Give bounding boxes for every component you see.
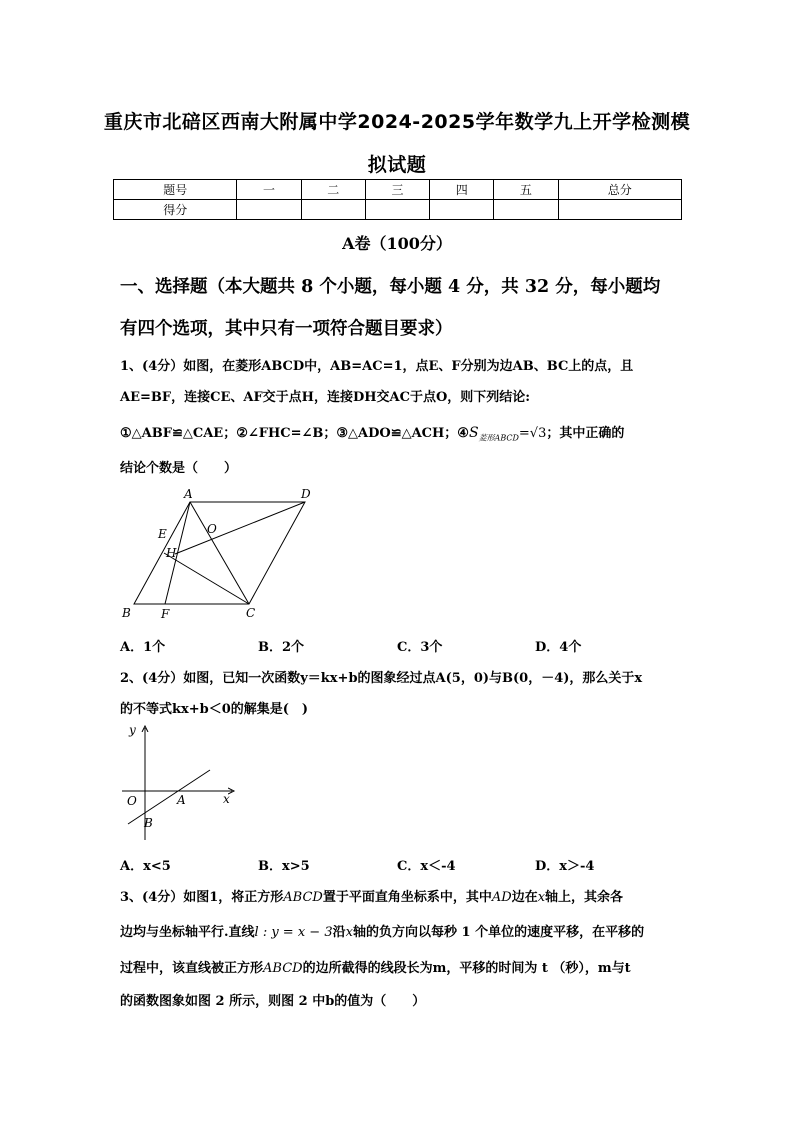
q1-area-subscript: 菱形ABCD [478,433,519,443]
q3-text: 过程中，该直线被正方形 [120,961,264,976]
q3-line-equation: l : y = x − 3 [254,925,333,940]
q3-axis-name: x [537,890,546,905]
q2-line-2: 的不等式kx+b＜0的解集是( ) [120,702,309,717]
q3-text: 置于平面直角坐标系中，其中 [322,890,492,905]
score-header-cell: 总分 [558,180,681,200]
q3-square-name: ABCD [263,961,303,976]
score-table-header-row [114,180,682,200]
label-O: O [207,522,217,536]
q1-area-value: =√3 [518,426,547,441]
q2-option-d[interactable]: D．x＞-4 [535,859,595,874]
label-point-a: A [177,793,186,807]
score-table [113,179,682,220]
q2-options [120,855,680,873]
segment-ce [164,553,249,604]
q1-line-3 [120,422,624,444]
q2-option-c[interactable]: C．x＜-4 [397,859,456,874]
label-A: A [184,487,193,501]
q3-line-2 [120,921,644,940]
score-cell [558,200,681,220]
q2-line-1: 2、(4分）如图，已知一次函数y＝kx+b的图象经过点A(5，0)与B(0，－4)，那么关于x [120,671,643,686]
label-F: F [161,607,170,621]
q1-option-c[interactable]: C．3个 [397,640,443,655]
part1-heading-line-2: 有四个选项，其中只有一项符合题目要求） [120,319,453,339]
q2-option-b[interactable]: B．x>5 [258,859,310,874]
score-cell [301,200,365,220]
label-E: E [158,527,167,541]
q1-option-a[interactable]: A．1个 [120,640,166,655]
q1-option-d[interactable]: D．4个 [535,640,582,655]
q3-square-name: ABCD [283,890,323,905]
diagonal-ac [190,502,249,604]
score-header-cell: 二 [301,180,365,200]
function-line [128,770,210,824]
section-a-title: A卷（100分） [342,234,452,253]
q3-text: 轴上，其余各 [545,890,624,905]
axis-label-y: y [129,723,136,737]
title-line-1: 重庆市北碚区西南大附属中学2024-2025学年数学九上开学检测模 [103,111,691,133]
q1-line-4: 结论个数是（ ） [120,461,238,476]
q2-option-a[interactable]: A．x<5 [120,859,171,874]
score-cell [365,200,429,220]
q1-conclusions: ①△ABF≌△CAE；②∠FHC=∠B；③△ADO≌△ACH；④ [120,426,469,441]
label-B: B [122,606,131,620]
q1-question-tail: ；其中正确的 [546,426,625,441]
part1-heading-line-1: 一、选择题（本大题共 8 个小题，每小题 4 分，共 32 分，每小题均 [120,277,661,297]
score-header-cell: 五 [494,180,558,200]
q1-line-2: AE=BF，连接CE、AF交于点H，连接DH交AC于点O，则下列结论: [120,390,531,405]
q3-line-3 [120,957,631,976]
score-header-cell: 四 [430,180,494,200]
q3-text: 的边所截得的线段长为m，平移的时间为 t （秒），m与t [302,961,631,976]
rhombus-figure [118,486,318,622]
q1-options [120,636,680,654]
q3-line-4: 的函数图象如图 2 所示，则图 2 中b的值为（ ） [120,994,426,1009]
q1-line-1: 1、(4分）如图，在菱形ABCD中，AB=AC=1，点E、F分别为边AB、BC上的点，且 [120,359,634,374]
label-point-b: B [144,816,153,830]
q1-option-b[interactable]: B．2个 [258,640,305,655]
q3-text: 边均与坐标轴平行.直线 [120,925,255,940]
axis-label-x: x [223,792,230,806]
score-header-cell: 一 [237,180,301,200]
score-header-cell: 题号 [114,180,237,200]
q3-line-1 [120,886,623,905]
title-line-2: 拟试题 [367,154,427,176]
score-header-cell: 三 [365,180,429,200]
score-row-label: 得分 [114,200,237,220]
q3-side-name: AD [491,890,512,905]
q1-area-symbol: S [468,425,479,441]
q3-text: 边在 [511,890,538,905]
q3-text: 沿 [332,925,346,940]
q3-axis-name: x [345,925,353,940]
label-origin: O [127,794,137,808]
label-C: C [246,606,256,620]
score-cell [237,200,301,220]
label-H: H [166,546,177,560]
linear-function-figure [118,722,243,844]
label-D: D [301,487,311,501]
score-cell [430,200,494,220]
score-cell [494,200,558,220]
q3-text: 3、(4分）如图1，将正方形 [120,890,284,905]
q3-text: 轴的负方向以每秒 1 个单位的速度平移，在平移的 [352,925,645,940]
score-table-score-row [114,200,682,220]
